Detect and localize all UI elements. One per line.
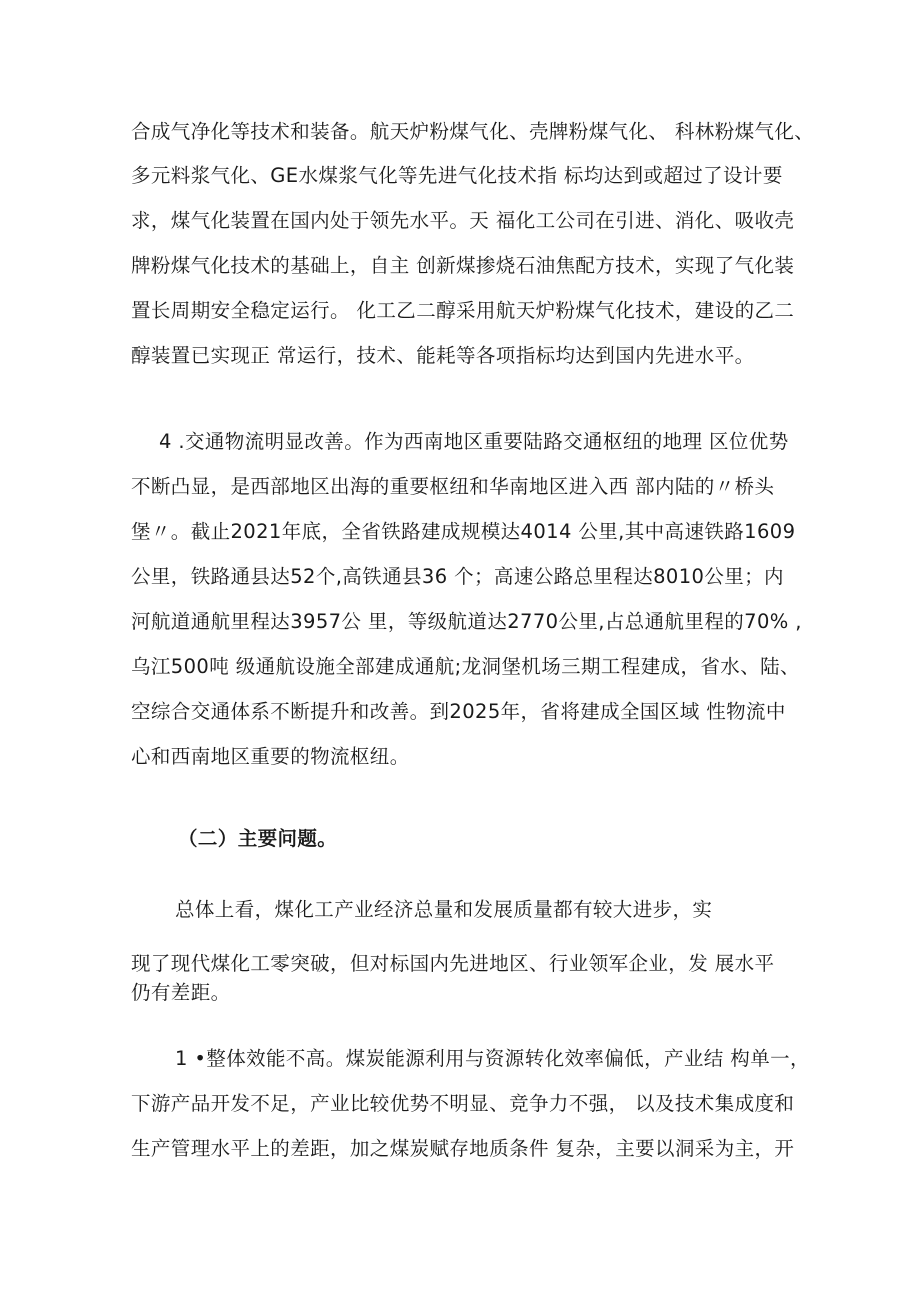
- section-heading: （二）主要问题。: [178, 827, 338, 850]
- paragraph-2-line-2: 不断凸显，是西部地区出海的重要枢纽和华南地区进入西 部内陆的〃桥头: [131, 475, 775, 498]
- paragraph-1-line-4: 牌粉煤气化技术的基础上，自主 创新煤掺烧石油焦配方技术，实现了气化装: [131, 254, 795, 277]
- paragraph-2-line-1: 4 .交通物流明显改善。作为西南地区重要陆路交通枢纽的地理 区位优势: [159, 430, 789, 453]
- paragraph-2-line-5: 河航道通航里程达3957公 里，等级航道达2770公里,占总通航里程的70% ,: [131, 610, 802, 633]
- paragraph-4-line-3: 生产管理水平上的差距，加之煤炭赋存地质条件 复杂，主要以洞采为主，开: [131, 1137, 795, 1160]
- paragraph-2-line-6: 乌江500吨 级通航设施全部建成通航;龙洞堡机场三期工程建成，省水、陆、: [131, 655, 800, 678]
- paragraph-2-line-7: 空综合交通体系不断提升和改善。到2025年，省将建成全国区域 性物流中: [131, 700, 786, 723]
- paragraph-1-line-2: 多元料浆气化、GE水煤浆气化等先进气化技术指 标均达到或超过了设计要: [131, 164, 783, 187]
- paragraph-1-line-3: 求，煤气化装置在国内处于领先水平。天 福化工公司在引进、消化、吸收壳: [131, 209, 795, 232]
- paragraph-2-line-8: 心和西南地区重要的物流枢纽。: [131, 745, 410, 768]
- paragraph-4-line-1: 1 •整体效能不高。煤炭能源利用与资源转化效率偏低，产业结 构单一，: [175, 1047, 810, 1070]
- paragraph-1-line-6: 醇装置已实现正 常运行，技术、能耗等各项指标均达到国内先进水平。: [131, 344, 755, 367]
- paragraph-1-line-5: 置长周期安全稳定运行。 化工乙二醇采用航天炉粉煤气化技术，建设的乙二: [131, 299, 795, 322]
- paragraph-3-line-1: 总体上看，煤化工产业经济总量和发展质量都有较大进步，实: [175, 898, 713, 921]
- paragraph-2-line-4: 公里，铁路通县达52个,高铁通县36 个；高速公路总里程达8010公里；内: [131, 565, 784, 588]
- paragraph-2-line-3: 堡〃。截止2021年底，全省铁路建成规模达4014 公里,其中高速铁路1609: [131, 520, 796, 543]
- paragraph-3-line-2: 现了现代煤化工零突破，但对标国内先进地区、行业领军企业，发 展水平: [131, 952, 775, 975]
- paragraph-3-line-3: 仍有差距。: [131, 981, 231, 1004]
- paragraph-1-line-1: 合成气净化等技术和装备。航天炉粉煤气化、壳牌粉煤气化、 科林粉煤气化、: [131, 120, 815, 143]
- paragraph-4-line-2: 下游产品开发不足，产业比较优势不明显、竞争力不强， 以及技术集成度和: [131, 1092, 795, 1115]
